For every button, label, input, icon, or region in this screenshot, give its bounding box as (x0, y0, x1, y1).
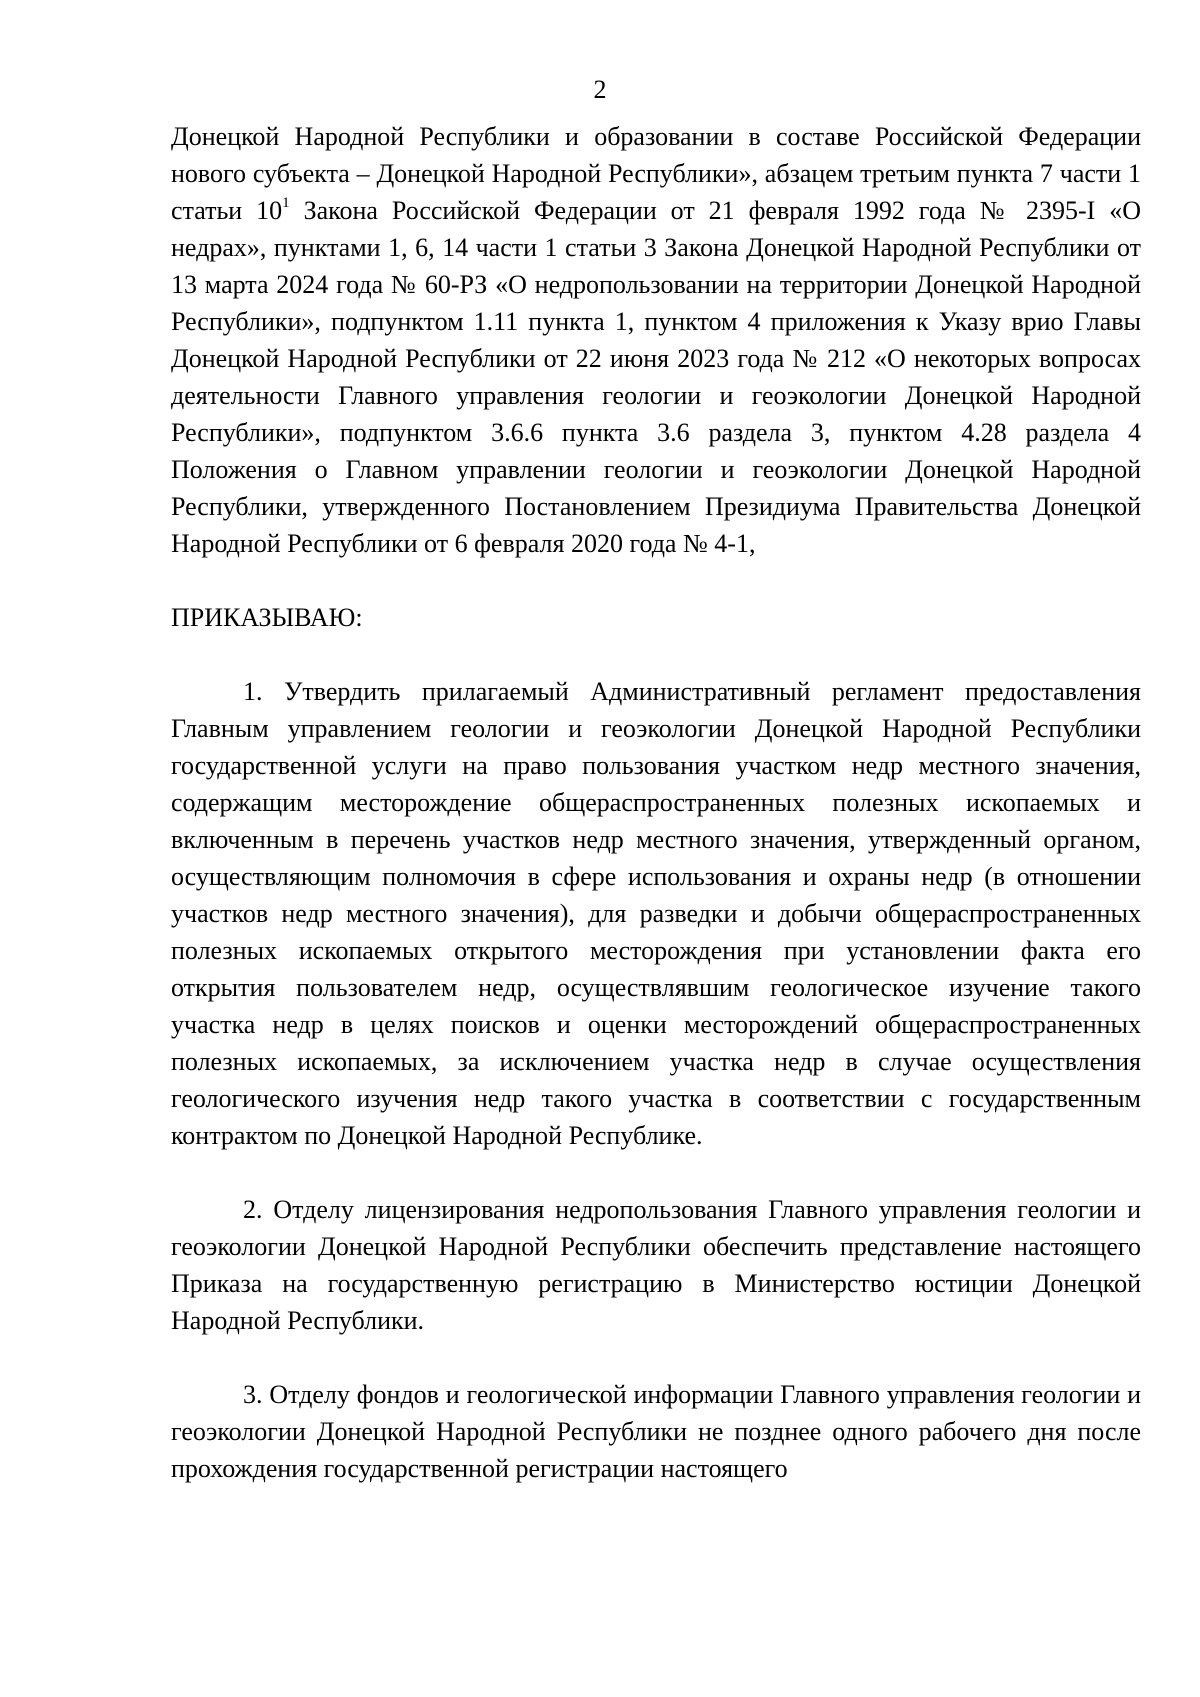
order-heading: ПРИКАЗЫВАЮ: (171, 603, 363, 632)
page-number: 2 (593, 75, 607, 104)
order-item-1: 1. Утвердить прилагаемый Административный регламент предоставления Главным управлением геологии и геоэкологии Донецкой Народной Республики государственной услуги на право пользования участком недр местного значения, содержащим месторождение общераспространенных полезных ископаемых и включенным в перечень участков недр местного значения, утвержденный органом, осуществляющим полномочия в сфере использования и охраны недр (в отношении участков недр местного значения), для разведки и добычи общераспространенных полезных ископаемых открытого месторождения при установлении факта его открытия пользователем недр, осуществлявшим геологическое изучение такого участка недр в целях поисков и оценки месторождений общераспространенных полезных ископаемых, за исключением участка недр в случае осуществления геологического изучения недр такого участка в соответствии с государственным контрактом по Донецкой Народной Республике. (171, 677, 1141, 1150)
order-item-3: 3. Отделу фондов и геологической информации Главного управления геологии и геоэкологии Донецкой Народной Республики не позднее одного рабочего дня после прохождения государственной регистрации настоящего (171, 1380, 1141, 1483)
preamble-text-start: Донецкой Народной Республики и образовании в составе Российской Федерации нового субъекта – Донецкой Народной Республики», абзацем третьим пункта 7 части 1 статьи 10 (171, 122, 1141, 225)
preamble-text-end: Закона Российской Федерации от 21 февраля 1992 года № 2395-I «О недрах», пунктами 1, 6, 14 части 1 статьи 3 Закона Донецкой Народной Республики от 13 марта 2024 года № 60-РЗ «О недропользовании на территории Донецкой Народной Республики», подпунктом 1.11 пункта 1, пунктом 4 приложения к Указу врио Главы Донецкой Народной Республики от 22 июня 2023 года № 212 «О некоторых вопросах деятельности Главного управления геологии и геоэкологии Донецкой Народной Республики», подпунктом 3.6.6 пункта 3.6 раздела 3, пунктом 4.28 раздела 4 Положения о Главном управлении геологии и геоэкологии Донецкой Народной Республики, утвержденного Постановлением Президиума Правительства Донецкой Народной Республики от 6 февраля 2020 года № 4-1, (171, 196, 1141, 558)
order-item-2: 2. Отделу лицензирования недропользования Главного управления геологии и геоэкологии Донецкой Народной Республики обеспечить представление настоящего Приказа на государственную регистрацию в Министерство юстиции Донецкой Народной Республики. (171, 1195, 1141, 1335)
superscript-article-index: 1 (282, 195, 290, 212)
document-body (171, 118, 1141, 1487)
preamble-paragraph (171, 118, 1141, 562)
